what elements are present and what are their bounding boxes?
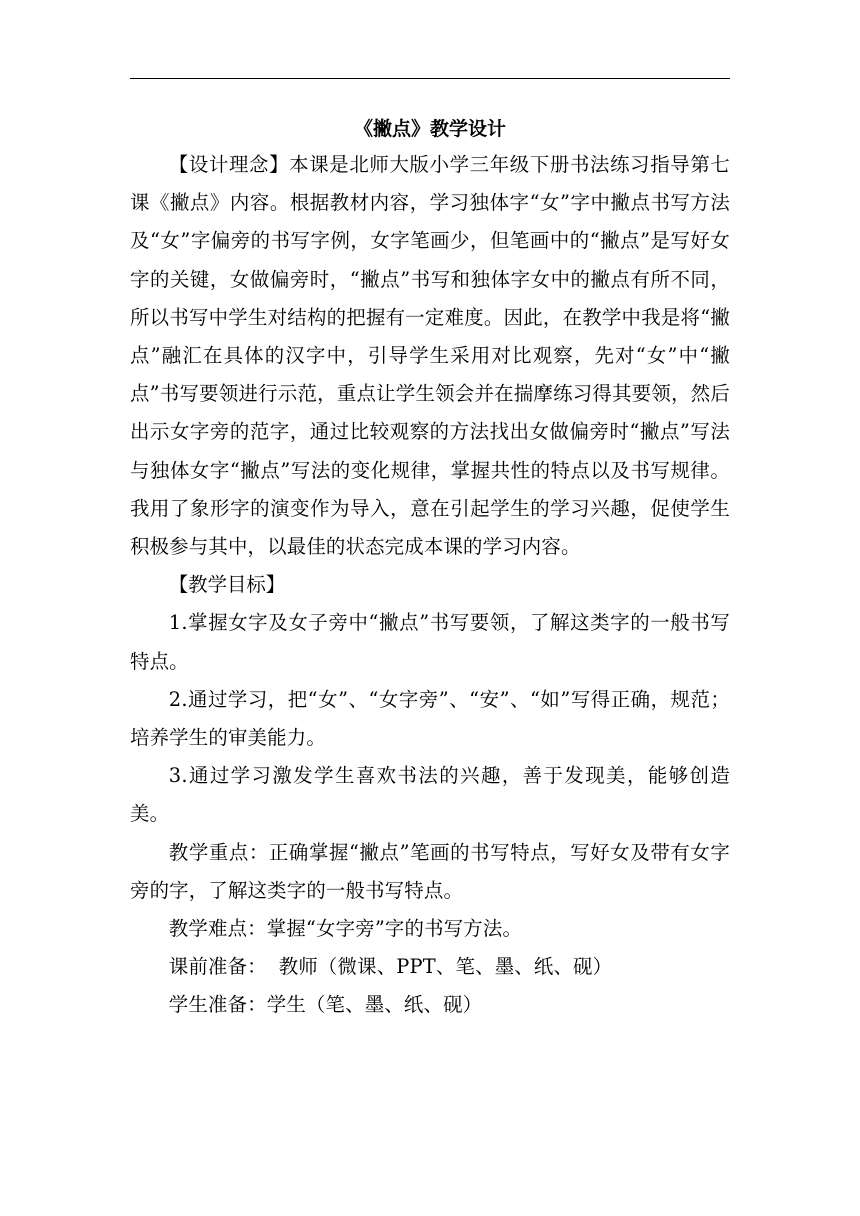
student-prep-paragraph: [130, 986, 730, 1024]
design-concept-paragraph: [130, 146, 730, 566]
key-point-text: 正确掌握“撇点”笔画的书写特点，写好女及带有女字旁的字，了解这类字的一般书写特点。: [130, 840, 730, 902]
design-concept-text: 本课是北师大版小学三年级下册书法练习指导第七课《撇点》内容。根据教材内容，学习独体字“女”字中撇点书写方法及“女”字偏旁的书写字例，女字笔画少，但笔画中的“撇点”是写好女字的关键，女做偏旁时，“撇点”书写和独体字女中的撇点有所不同，所以书写中学生对结构的把握有一定难度。因此，在教学中我是将“撇点”融汇在具体的汉字中，引导学生采用对比观察，先对“女”中“撇点”书写要领进行示范，重点让学生领会并在揣摩练习得其要领，然后出示女字旁的范字，通过比较观察的方法找出女做偏旁时“撇点”写法与独体女字“撇点”写法的变化规律，掌握共性的特点以及书写规律。我用了象形字的演变作为导入，意在引起学生的学习兴趣，促使学生积极参与其中，以最佳的状态完成本课的学习内容。: [130, 153, 730, 559]
objectives-heading: 【教学目标】: [168, 573, 286, 597]
student-prep-text: 学生（笔、墨、纸、砚）: [266, 993, 483, 1017]
objective-item-3: 3.通过学习激发学生喜欢书法的兴趣，善于发现美，能够创造美。: [130, 764, 730, 826]
document-body: [130, 112, 730, 1025]
difficulty-paragraph: [130, 910, 730, 948]
student-prep-label: 学生准备：: [168, 993, 267, 1017]
teacher-prep-label: 课前准备：: [168, 955, 267, 979]
key-point-paragraph: [130, 834, 730, 910]
teacher-prep-paragraph: [130, 948, 730, 986]
header-rule: [130, 78, 730, 79]
teacher-prep-text: 教师（微课、PPT、笔、墨、纸、砚）: [278, 955, 613, 979]
document-title: 《撇点》教学设计: [353, 118, 506, 140]
objective-item-2: 2.通过学习，把“女”、“女字旁”、“安”、“如”写得正确，规范；培养学生的审美能力。: [130, 687, 730, 750]
difficulty-label: 教学难点：: [168, 917, 267, 941]
design-concept-label: 【设计理念】: [168, 153, 290, 176]
objective-item-1: 1.掌握女字及女子旁中“撇点”书写要领，了解这类字的一般书写特点。: [130, 611, 730, 673]
difficulty-text: 掌握“女字旁”字的书写方法。: [266, 917, 523, 941]
key-point-label: 教学重点：: [168, 840, 269, 864]
